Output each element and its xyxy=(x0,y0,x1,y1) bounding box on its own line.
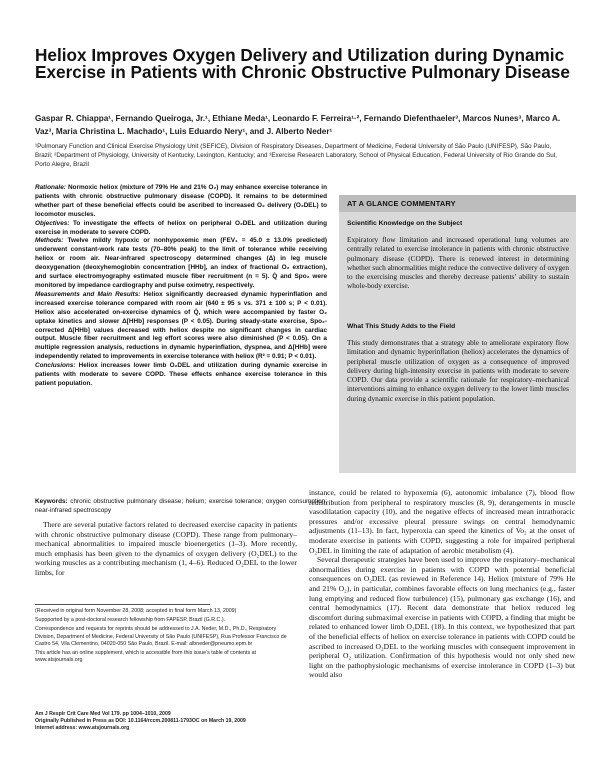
intro-left-column xyxy=(35,520,297,578)
footnote-received: (Received in original form November 28, 2008; accepted in final form March 13, 2009) xyxy=(35,608,237,614)
conclusions-label: Conclusions: xyxy=(35,362,76,370)
right-paragraph-2: Several therapeutic strategies have been used to improve the respiratory–mechanical abnormalities during exercise in patients with COPD with potential beneficial consequences on O₂DEL (as reviewed in Reference 14). Heliox (mixture of 79% He and 21% O₂), in particular, combines favorable effects on lung mechanics (e.g., faster lung emptying and reduced flow turbulence) (15), pulmonary gas exchange (16), and central hemodynamics (17). Recent data demonstrate that heliox reduced leg discomfort during submaximal exercise in patients with COPD, a finding that might be related to enhanced lower limb O₂DEL (18). In this context, we hypothesized that part of the beneficial effects of heliox on exercise tolerance in patients with COPD could be ascribed to increased O₂DEL to the working muscles with consequent improvement in peripheral O₂ utilization. Confirmation of this hypothesis would not only shed new light on the pathophysiologic mechanisms of exercise intolerance in COPD (1–3) but would also xyxy=(309,555,575,680)
glance-subheading-knowledge: Scientific Knowledge on the Subject xyxy=(347,220,463,227)
objectives-label: Objectives: xyxy=(35,219,70,227)
keywords-label: Keywords: xyxy=(35,498,68,505)
abstract-conclusions xyxy=(35,362,327,389)
author-list: Gaspar R. Chiappa¹, Fernando Queiroga, Jr.¹, Ethiane Meda¹, Leonardo F. Ferreira¹·², Fernando Diefenthaeler³, Marcos Nunes³, Marco A. Vaz³, Maria Christina L. Machado¹, Luis Eduardo Nery¹, and J. Alberto Neder¹ xyxy=(35,114,561,136)
abstract xyxy=(35,184,327,389)
rationale-text: Normoxic heliox (mixture of 79% He and 21% O₂) may enhance exercise tolerance in patients with chronic obstructive pulmonary disease (COPD). It remains to be determined whether part of these beneficial effects could be ascribed to increased O₂ delivery (O₂DEL) to locomotor muscles. xyxy=(35,184,327,218)
rationale-label: Rationale: xyxy=(35,184,66,191)
abstract-rationale xyxy=(35,184,327,220)
objectives-text: To investigate the effects of heliox on peripheral O₂DEL and utilization during exercise in moderate to severe COPD. xyxy=(35,219,327,236)
journal-citation: Am J Respir Crit Care Med Vol 179. pp 1004–1010, 2009 xyxy=(35,711,171,717)
keywords xyxy=(35,497,327,515)
glance-subheading-adds: What This Study Adds to the Field xyxy=(347,323,456,330)
footnote-supplement: This article has an online supplement, which is accessible from this issue’s table of contents at www.atsjournals.org xyxy=(35,650,257,664)
footnote-divider xyxy=(35,604,210,605)
right-paragraph-1: instance, could be related to hypoxemia (6), autonomic imbalance (7), blood flow redistribution from peripheral to respiratory muscles (8, 9), derangements in muscle vasodilatation capacity (10), and the negative effects of increased mean intrathoracic pressures and/or excessive pleural pressure swings on central hemodynamic adjustments (11–13). In fact, hyperoxia can speed the kinetics of V̇o₂ at the onset of moderate exercise in patients with COPD, suggesting a role for impaired peripheral O₂DEL in limiting the rate of adaptation of aerobic metabolism (4). xyxy=(309,488,575,555)
footnote-support: Suppported by a post-doctoral research fellowship from FAPESP, Brazil (G.R.C.). xyxy=(35,617,226,624)
methods-text: Twelve mildly hypoxic or nonhypoxemic men (FEV₁ = 45.0 ± 13.0% predicted) underwent constant-work rate tests (70–80% peak) to the limit of tolerance while receiving heliox or room air. Near-infrared spectroscopy determined changes (Δ) in leg muscle deoxygenation (deoxyhemoglobin concentration [HHb], an index of fractional O₂ extraction), and surface electromyography estimated muscle fiber recruitment (n = 5). Q̇ and Spo₂ were monitored by impedance cardiography and pulse oximetry, respectively. xyxy=(35,237,327,289)
journal-doi: Originally Published in Press as DOI: 10.1164/rccm.200811-1793OC on March 19, 2009 xyxy=(35,718,246,724)
conclusions-text: Heliox increases lower limb O₂DEL and utilization during dynamic exercise in patients with moderate to severe COPD. These effects enhance exercise tolerance in this patient population. xyxy=(35,362,327,387)
keywords-text: chronic obstructive pulmonary disease; helium; exercise tolerance; oxygen consumption; near-infrared spectroscopy xyxy=(35,498,327,514)
results-label: Measurements and Main Results: xyxy=(35,290,141,298)
methods-label: Methods: xyxy=(35,237,64,245)
right-column xyxy=(309,488,575,680)
abstract-results xyxy=(35,291,327,362)
glance-text-adds: This study demonstrates that a strategy able to ameliorate expiratory flow limitation and dynamic hyperinflation (heliox) accelerates the dynamics of peripheral muscle utilization of oxygen as a consequence of improved delivery during high-intensity exercise in patients with moderate to severe COPD. Our data provide a scientific rationale for respiratory–mechanical interventions aiming to enhance oxygen delivery to the lower limb muscles during dynamic exercise in this patient population. xyxy=(347,338,569,403)
intro-paragraph: There are several putative factors related to decreased exercise capacity in patients with chronic obstructive pulmonary disease (COPD). These range from pulmonary–mechanical abnormalities to impaired muscle bioenergetics (1–3). More recently, much emphasis has been given to the dynamics of oxygen delivery (O₂DEL) to the working muscles as a contributing mechanism (1, 4–6). Reduced O₂DEL to the lower limbs, for xyxy=(35,520,297,577)
affiliations: ¹Pulmonary Function and Clinical Exercise Physiology Unit (SEFICE), Division of Respiratory Diseases, Department of Medicine, Federal University of São Paulo (UNIFESP), São Paulo, Brazil; ²Department of Physiology, University of Kentucky, Lexington, Kentucky; and ³Exercise Research Laboratory, School of Physical Education, Federal University of Rio Grande do Sul, Porto Alegre, Brazil xyxy=(35,143,557,168)
abstract-objectives xyxy=(35,220,327,238)
results-text: Heliox significantly decreased dynamic hyperinflation and increased exercise tolerance compared with room air (640 ± 95 s vs. 371 ± 100 s; P < 0.01). Heliox also accelerated on-exercise dynamics of Q̇, which were accompanied by faster O₂ uptake kinetics and slower Δ[HHb] responses (P < 0.05). During steady-state exercise, Spo₂-corrected Δ[HHb] values decreased with heliox despite no significant changes in cardiac output. Muscle fiber recruitment and leg effort scores were also diminished (P < 0.05). On a multiple regression analysis, reductions in dynamic hyperinflation, dyspnea, and Δ[HHb] were independently related to improvements in exercise tolerance with heliox (R² = 0.91; P < 0.01). xyxy=(35,290,327,361)
journal-url: Internet address: www.atsjournals.org xyxy=(35,725,130,731)
abstract-methods xyxy=(35,237,327,290)
footnote-correspondence: Correspondence and requests for reprints should be addressed to J.A. Neder, M.D., Ph.D., Respiratory Division, Department of Medicine, Federal University of São Paulo (UNIFESP), Rua Professor Francisco de Castro 54, Vila Clementino, 04020-050 São Paulo, Brazil. E-mail: albneder@pneumo.epm.br xyxy=(35,626,287,647)
article-title: Heliox Improves Oxygen Delivery and Utilization during Dynamic Exercise in Patients with Chronic Obstructive Pulmonary Disease xyxy=(35,45,570,82)
footnotes xyxy=(35,608,297,666)
at-a-glance-header xyxy=(339,195,576,212)
journal-info xyxy=(35,711,297,732)
at-a-glance-title: AT A GLANCE COMMENTARY xyxy=(347,199,456,208)
at-a-glance-box xyxy=(339,195,576,473)
glance-text-knowledge: Expiratory flow limitation and increased operational lung volumes are centrally related to exercise intolerance in patients with chronic obstructive pulmonary disease (COPD). There is renewed interest in determining whether such abnormalities might reduce the convective delivery of oxygen to the exercising muscles and thereby decrease patients’ ability to sustain whole-body exercise. xyxy=(347,235,569,291)
